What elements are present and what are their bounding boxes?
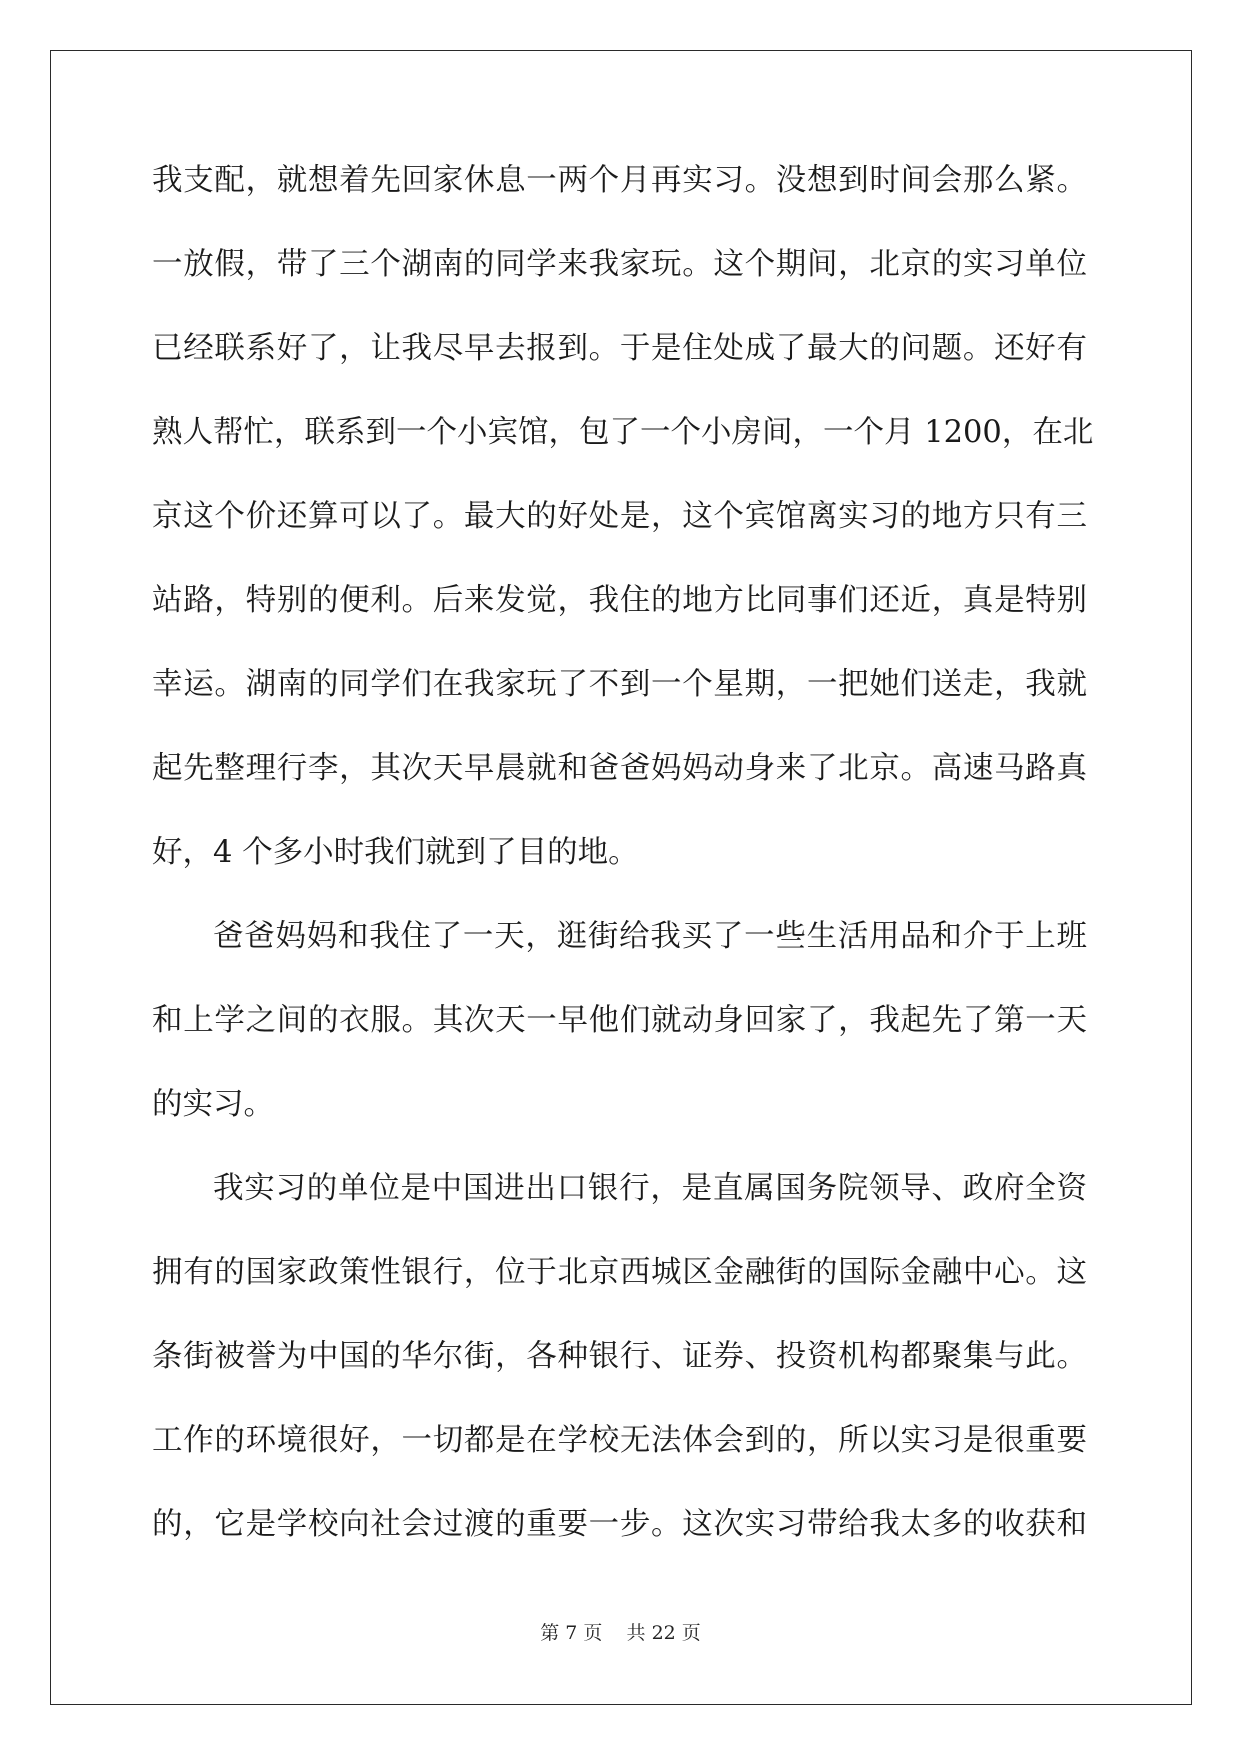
text-line-15: 条街被誉为中国的华尔街，各种银行、证券、投资机构都聚集与此。 <box>152 1339 1087 1374</box>
text-line-4: 熟人帮忙，联系到一个小宾馆，包了一个小房间，一个月 1200，在北 <box>152 415 1094 450</box>
text-line-10: 爸爸妈妈和我住了一天，逛街给我买了一些生活用品和介于上班 <box>213 919 1087 954</box>
text-line-5: 京这个价还算可以了。最大的好处是，这个宾馆离实习的地方只有三 <box>152 499 1087 534</box>
text-line-1: 我支配，就想着先回家休息一两个月再实习。没想到时间会那么紧。 <box>152 163 1087 198</box>
text-line-11: 和上学之间的衣服。其次天一早他们就动身回家了，我起先了第一天 <box>152 1003 1087 1038</box>
text-line-3: 已经联系好了，让我尽早去报到。于是住处成了最大的问题。还好有 <box>152 331 1087 366</box>
text-line-14: 拥有的国家政策性银行，位于北京西城区金融街的国际金融中心。这 <box>152 1255 1087 1290</box>
text-line-7: 幸运。湖南的同学们在我家玩了不到一个星期，一把她们送走，我就 <box>152 667 1087 702</box>
text-line-16: 工作的环境很好，一切都是在学校无法体会到的，所以实习是很重要 <box>152 1423 1087 1458</box>
text-line-13: 我实习的单位是中国进出口银行，是直属国务院领导、政府全资 <box>213 1171 1087 1206</box>
page-number: 第 7 页 <box>540 1622 603 1644</box>
text-line-2: 一放假，带了三个湖南的同学来我家玩。这个期间，北京的实习单位 <box>152 247 1087 282</box>
text-line-12: 的实习。 <box>152 1087 274 1122</box>
document-body <box>152 155 1094 1583</box>
text-line-8: 起先整理行李，其次天早晨就和爸爸妈妈动身来了北京。高速马路真 <box>152 751 1087 786</box>
page-total: 共 22 页 <box>626 1622 701 1644</box>
page-footer <box>0 1618 1241 1645</box>
text-line-6: 站路，特别的便利。后来发觉，我住的地方比同事们还近，真是特别 <box>152 583 1087 618</box>
text-line-9: 好，4 个多小时我们就到了目的地。 <box>152 835 639 870</box>
text-line-17: 的，它是学校向社会过渡的重要一步。这次实习带给我太多的收获和 <box>152 1507 1087 1542</box>
